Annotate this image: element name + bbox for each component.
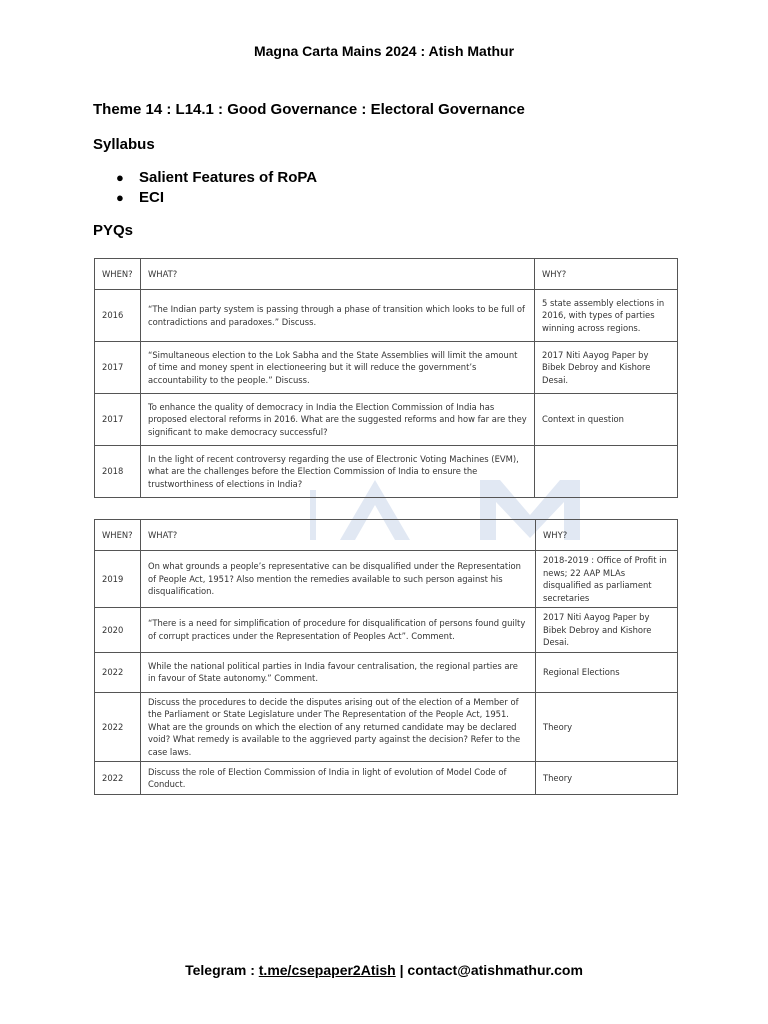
table-row [95, 394, 678, 446]
table-row [95, 290, 678, 342]
cell-what: “There is a need for simplification of procedure for disqualification of persons found guilty of corrupt practices under the Representation of Peoples Act”. Comment. [141, 608, 536, 653]
cell-what: In the light of recent controversy regarding the use of Electronic Voting Machines (EVM), what are the challenges before the Election Commission of India to ensure the trustworthiness of elections in India? [141, 446, 535, 498]
syllabus-item-label: Salient Features of RoPA [139, 169, 318, 186]
header-what: WHAT? [141, 259, 535, 290]
pyq-table-2 [94, 519, 678, 795]
table-row [95, 608, 678, 653]
table-row [95, 692, 678, 762]
cell-when: 2022 [95, 692, 141, 762]
cell-when: 2016 [95, 290, 141, 342]
telegram-link[interactable]: t.me/csepaper2Atish [258, 962, 396, 978]
syllabus-item [116, 188, 317, 208]
header-why: WHY? [536, 520, 678, 551]
page-footer [0, 962, 768, 978]
header-when: WHEN? [95, 259, 141, 290]
header-when: WHEN? [95, 520, 141, 551]
table-row [95, 446, 678, 498]
cell-what: While the national political parties in India favour centralisation, the regional parties are in favour of State autonomy.” Comment. [141, 652, 536, 692]
cell-why: 2017 Niti Aayog Paper by Bibek Debroy and Kishore Desai. [535, 342, 678, 394]
footer-telegram-label: Telegram : [185, 962, 259, 978]
cell-when: 2022 [95, 762, 141, 795]
header-why: WHY? [535, 259, 678, 290]
page-header: Magna Carta Mains 2024 : Atish Mathur [253, 43, 515, 59]
cell-what: On what grounds a people’s representative can be disqualified under the Representation of People Act, 1951? Also mention the remedies available to such person against his disqualification. [141, 551, 536, 608]
pyq-table-1 [94, 258, 678, 498]
table-row [95, 652, 678, 692]
pyqs-heading: PYQs [93, 222, 134, 239]
table-header-row [95, 259, 678, 290]
footer-email[interactable]: contact@atishmathur.com [407, 962, 583, 978]
table-row [95, 551, 678, 608]
syllabus-item-label: ECI [139, 189, 165, 206]
cell-what: Discuss the role of Election Commission of India in light of evolution of Model Code of Conduct. [141, 762, 536, 795]
cell-when: 2022 [95, 652, 141, 692]
cell-when: 2017 [95, 394, 141, 446]
cell-what: Discuss the procedures to decide the disputes arising out of the election of a Member of the Parliament or State Legislature under The Representation of the People Act, 1951. What are the grounds on which the election of any returned candidate may be declared void? What remedy is available to the aggrieved party against the decision? Refer to the case laws. [141, 692, 536, 762]
syllabus-list [116, 168, 317, 208]
cell-why: Regional Elections [536, 652, 678, 692]
table-row [95, 342, 678, 394]
table-header-row [95, 520, 678, 551]
cell-why: Theory [536, 692, 678, 762]
bullet-icon: ● [116, 170, 124, 185]
cell-why: 2018-2019 : Office of Profit in news; 22 AAP MLAs disqualified as parliament secretaries [536, 551, 678, 608]
bullet-icon: ● [116, 190, 124, 205]
cell-when: 2018 [95, 446, 141, 498]
table-row [95, 762, 678, 795]
cell-when: 2017 [95, 342, 141, 394]
cell-why: 2017 Niti Aayog Paper by Bibek Debroy and Kishore Desai. [536, 608, 678, 653]
cell-why [535, 446, 678, 498]
cell-why: Theory [536, 762, 678, 795]
cell-what: “Simultaneous election to the Lok Sabha and the State Assemblies will limit the amount of time and money spent in electioneering but it will reduce the government’s accountability to the people.” Discuss. [141, 342, 535, 394]
cell-when: 2019 [95, 551, 141, 608]
syllabus-heading: Syllabus [93, 136, 155, 153]
cell-when: 2020 [95, 608, 141, 653]
cell-why: Context in question [535, 394, 678, 446]
cell-why: 5 state assembly elections in 2016, with types of parties winning across regions. [535, 290, 678, 342]
footer-separator: | [395, 962, 408, 978]
header-what: WHAT? [141, 520, 536, 551]
syllabus-item [116, 168, 317, 188]
theme-title: Theme 14 : L14.1 : Good Governance : Electoral Governance [93, 101, 525, 118]
cell-what: “The Indian party system is passing through a phase of transition which looks to be full of contradictions and paradoxes.” Discuss. [141, 290, 535, 342]
cell-what: To enhance the quality of democracy in India the Election Commission of India has proposed electoral reforms in 2016. What are the suggested reforms and how far are they significant to make democracy successful? [141, 394, 535, 446]
